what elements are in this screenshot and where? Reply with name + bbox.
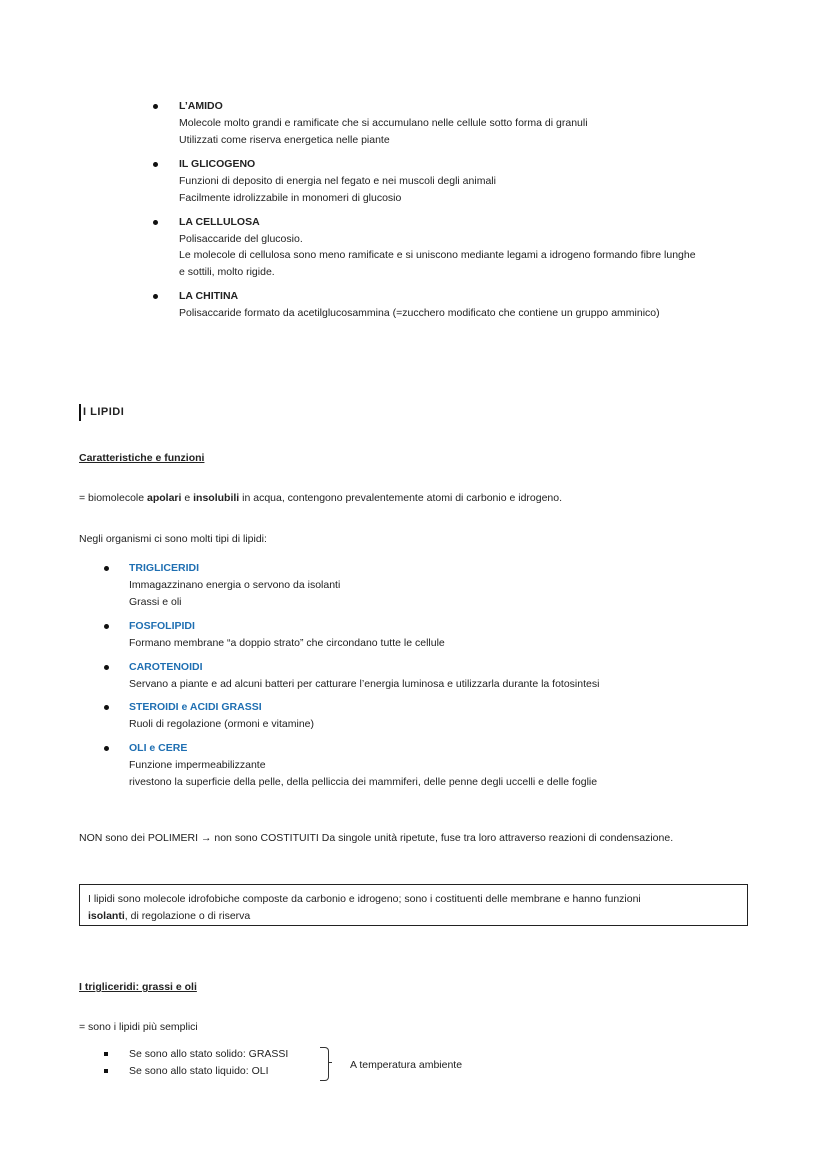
brace-icon bbox=[320, 1047, 329, 1081]
trigliceridi-line-2: Grassi e oli bbox=[129, 596, 182, 608]
bullet-icon bbox=[153, 162, 158, 167]
bullet-icon bbox=[104, 705, 109, 710]
glicogeno-line-1: Funzioni di deposito di energia nel fegato e nei muscoli degli animali bbox=[179, 175, 496, 187]
oli-cere-title: OLI e CERE bbox=[129, 742, 188, 754]
bullet-icon bbox=[153, 104, 158, 109]
brace-tip bbox=[328, 1062, 332, 1063]
trigliceridi-title: TRIGLICERIDI bbox=[129, 562, 199, 574]
chitina-line-1: Polisaccaride formato da acetilglucosammina (=zucchero modificato che contiene un gruppo amminico) bbox=[179, 307, 660, 319]
trigliceridi-intro: = sono i lipidi più semplici bbox=[79, 1021, 198, 1033]
square-bullet-icon bbox=[104, 1052, 108, 1056]
steroidi-line-1: Ruoli di regolazione (ormoni e vitamine) bbox=[129, 718, 315, 730]
summary-box bbox=[79, 884, 748, 926]
bullet-icon bbox=[104, 665, 109, 670]
bullet-icon bbox=[153, 220, 158, 225]
bullet-icon bbox=[104, 746, 109, 751]
amido-line-2: Utilizzati come riserva energetica nelle piante bbox=[179, 134, 390, 146]
lipidi-intro: Negli organismi ci sono molti tipi di lipidi: bbox=[79, 533, 267, 545]
steroidi-title: STEROIDI e ACIDI GRASSI bbox=[129, 701, 262, 713]
cellulosa-title: LA CELLULOSA bbox=[179, 216, 260, 228]
cellulosa-line-1: Polisaccaride del glucosio. bbox=[179, 233, 303, 245]
trigliceridi-heading: I trigliceridi: grassi e oli bbox=[79, 981, 197, 993]
grassi-item: Se sono allo stato solido: GRASSI bbox=[129, 1048, 289, 1060]
summary-line-2: isolanti, di regolazione o di riserva bbox=[88, 910, 251, 922]
oli-item: Se sono allo stato liquido: OLI bbox=[129, 1065, 269, 1077]
amido-line-1: Molecole molto grandi e ramificate che si accumulano nelle cellule sotto forma di granuli bbox=[179, 117, 588, 129]
temperature-note: A temperatura ambiente bbox=[350, 1059, 463, 1071]
bullet-icon bbox=[104, 566, 109, 571]
amido-title: L’AMIDO bbox=[179, 100, 223, 112]
cellulosa-line-2: Le molecole di cellulosa sono meno ramificate e si uniscono mediante legami a idrogeno formando fibre lunghe bbox=[179, 249, 696, 261]
lipidi-heading: I LIPIDI bbox=[79, 404, 124, 421]
glicogeno-line-2: Facilmente idrolizzabile in monomeri di glucosio bbox=[179, 192, 402, 204]
carotenoidi-line-1: Servano a piante e ad alcuni batteri per catturare l’energia luminosa e utilizzarla durante la fotosintesi bbox=[129, 678, 600, 690]
lipidi-definition: = biomolecole apolari e insolubili in acqua, contengono prevalentemente atomi di carbonio e idrogeno. bbox=[79, 492, 563, 504]
polymers-note: NON sono dei POLIMERI → non sono COSTITUITI Da singole unità ripetute, fuse tra loro attraverso reazioni di condensazione. bbox=[79, 832, 674, 844]
lipidi-subheading: Caratteristiche e funzioni bbox=[79, 452, 205, 464]
carotenoidi-title: CAROTENOIDI bbox=[129, 661, 203, 673]
chitina-title: LA CHITINA bbox=[179, 290, 239, 302]
square-bullet-icon bbox=[104, 1069, 108, 1073]
fosfolipidi-title: FOSFOLIPIDI bbox=[129, 620, 195, 632]
cellulosa-line-3: e sottili, molto rigide. bbox=[179, 266, 275, 278]
fosfolipidi-line-1: Formano membrane “a doppio strato” che circondano tutte le cellule bbox=[129, 637, 445, 649]
summary-line-1: I lipidi sono molecole idrofobiche composte da carbonio e idrogeno; sono i costituenti delle membrane e hanno funzioni bbox=[88, 893, 641, 905]
oli-cere-line-1: Funzione impermeabilizzante bbox=[129, 759, 266, 771]
oli-cere-line-2: rivestono la superficie della pelle, della pelliccia dei mammiferi, delle penne degli uccelli e delle foglie bbox=[129, 776, 598, 788]
bullet-icon bbox=[153, 294, 158, 299]
trigliceridi-line-1: Immagazzinano energia o servono da isolanti bbox=[129, 579, 341, 591]
glicogeno-title: IL GLICOGENO bbox=[179, 158, 256, 170]
bullet-icon bbox=[104, 624, 109, 629]
